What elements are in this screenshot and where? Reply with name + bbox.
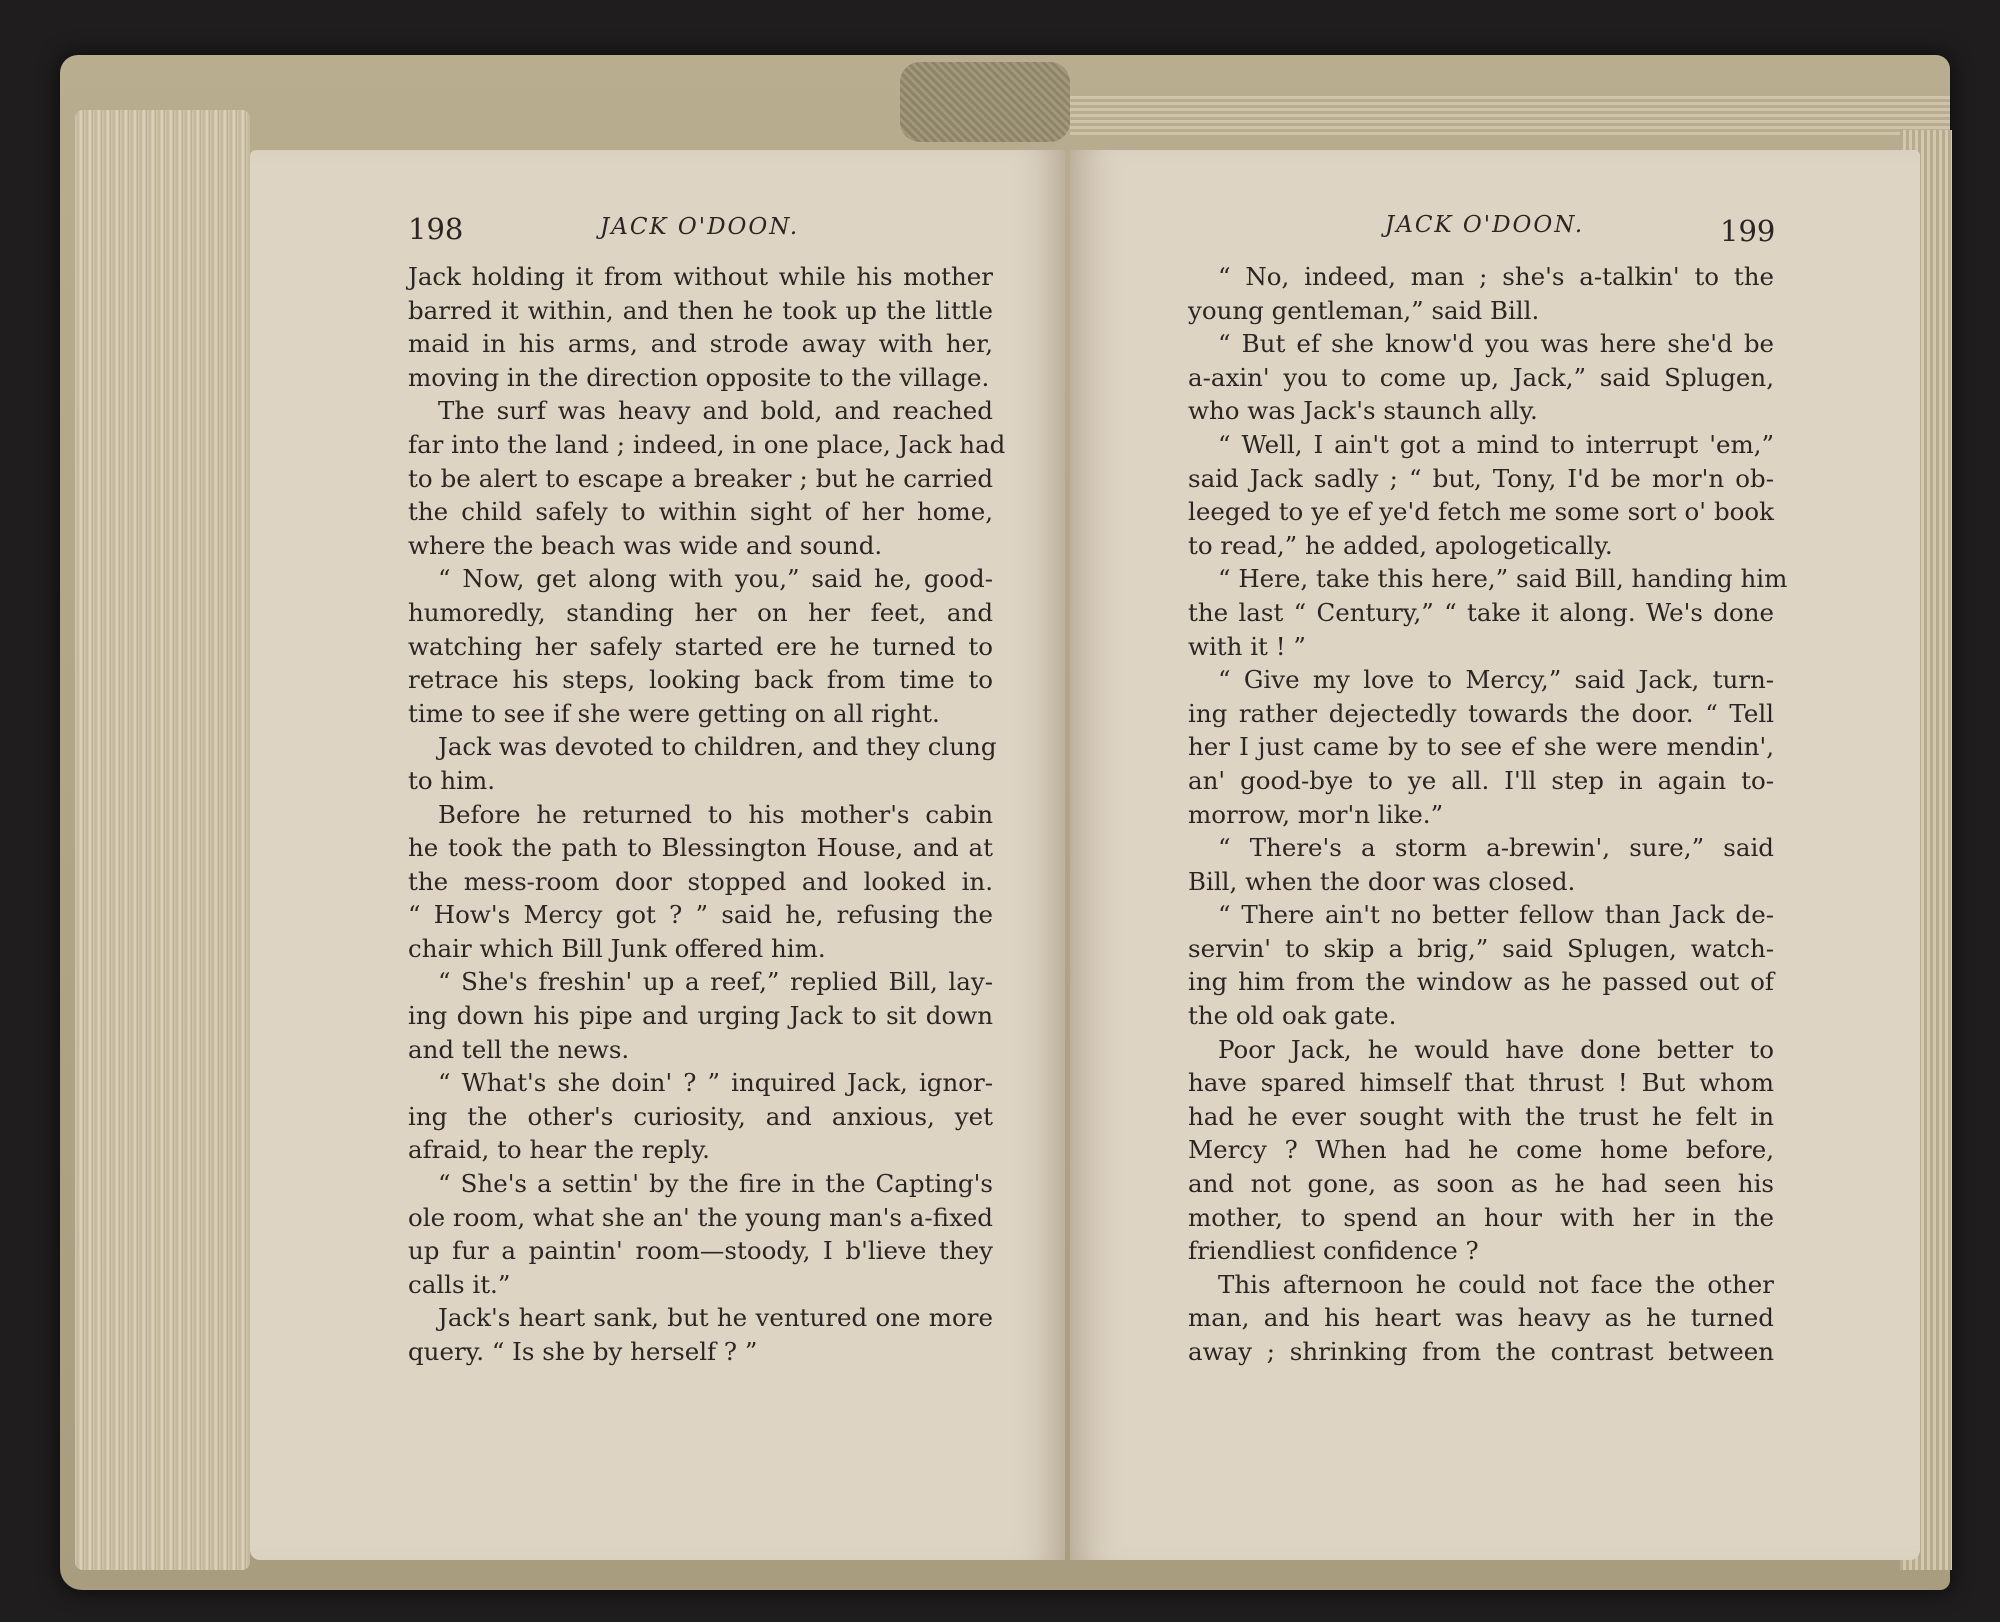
book-spine xyxy=(900,62,1070,142)
text-line: and tell the news. xyxy=(408,1034,630,1064)
text-line: away ; shrinking from the contrast between xyxy=(1188,1337,1774,1366)
text-line: humoredly, standing her on her feet, and xyxy=(408,597,993,627)
right-page xyxy=(1070,150,1920,1560)
text-line: up fur a paintin' room—stoody, I b'lieve they xyxy=(408,1236,993,1266)
text-line: ing the other's curiosity, and anxious, yet xyxy=(408,1101,993,1131)
left-page xyxy=(250,150,1065,1560)
text-line: mother, to spend an hour with her in the xyxy=(1188,1202,1774,1232)
text-line: This afternoon he could not face the other xyxy=(1218,1269,1774,1299)
right-running-title: JACK O'DOON. xyxy=(1385,212,1585,238)
text-line: ing him from the window as he passed out of xyxy=(1188,967,1774,997)
text-line: far into the land ; indeed, in one place, Jack had xyxy=(408,429,1006,459)
text-line: watching her safely started ere he turned to xyxy=(408,631,993,661)
text-line: and not gone, as soon as he had seen his xyxy=(1188,1169,1774,1199)
text-line: query. “ Is she by herself ? ” xyxy=(408,1337,758,1366)
text-line: with it ! ” xyxy=(1188,631,1306,661)
text-line: a-axin' you to come up, Jack,” said Splugen, xyxy=(1188,362,1774,392)
text-line: servin' to skip a brig,” said Splugen, watch- xyxy=(1188,933,1774,963)
text-line: time to see if she were getting on all right. xyxy=(408,698,940,728)
text-line: “ There's a storm a-brewin', sure,” said xyxy=(1218,833,1774,863)
text-line: had he ever sought with the trust he felt in xyxy=(1188,1101,1774,1131)
text-line: afraid, to hear the reply. xyxy=(408,1135,710,1165)
text-line: “ No, indeed, man ; she's a-talkin' to the xyxy=(1218,262,1774,291)
text-line: he took the path to Blessington House, and at xyxy=(408,833,993,863)
text-line: leeged to ye ef ye'd fetch me some sort o' book xyxy=(1188,497,1774,527)
text-line: Jack was devoted to children, and they clung xyxy=(438,732,997,762)
text-line: the old oak gate. xyxy=(1188,1001,1397,1031)
text-line: to be alert to escape a breaker ; but he carried xyxy=(408,463,993,493)
text-line: “ Well, I ain't got a mind to interrupt 'em,” xyxy=(1218,429,1774,459)
text-line: Before he returned to his mother's cabin xyxy=(438,799,993,829)
text-line: an' good-bye to ye all. I'll step in again to- xyxy=(1188,765,1774,795)
text-line: ole room, what she an' the young man's a-fixed xyxy=(408,1202,993,1232)
text-line: “ Now, get along with you,” said he, good- xyxy=(438,564,993,594)
right-page-header xyxy=(1070,212,1920,252)
text-line: moving in the direction opposite to the village. xyxy=(408,362,990,392)
text-line: “ She's freshin' up a reef,” replied Bill, lay- xyxy=(438,967,993,997)
page-edges-top-right xyxy=(1070,95,1950,135)
text-line: maid in his arms, and strode away with her, xyxy=(408,329,993,359)
text-line: the mess-room door stopped and looked in. xyxy=(408,866,993,896)
page-edges-left xyxy=(75,110,250,1570)
right-page-text xyxy=(1188,260,1788,1369)
text-line: Poor Jack, he would have done better to xyxy=(1218,1034,1774,1064)
text-line: Jack's heart sank, but he ventured one more xyxy=(438,1303,993,1333)
text-line: barred it within, and then he took up the little xyxy=(408,295,993,325)
text-line: “ What's she doin' ? ” inquired Jack, ignor- xyxy=(438,1068,993,1098)
text-line: retrace his steps, looking back from time to xyxy=(408,665,993,695)
text-line: to him. xyxy=(408,765,496,795)
text-line: calls it.” xyxy=(408,1269,511,1299)
text-line: Mercy ? When had he come home before, xyxy=(1188,1135,1774,1165)
left-running-title: JACK O'DOON. xyxy=(600,214,800,240)
text-line: friendliest confidence ? xyxy=(1188,1236,1479,1266)
text-line: the child safely to within sight of her home, xyxy=(408,497,993,527)
text-line: the last “ Century,” “ take it along. We's done xyxy=(1188,597,1774,627)
text-line: chair which Bill Junk offered him. xyxy=(408,933,826,963)
text-line: to read,” he added, apologetically. xyxy=(1188,530,1613,560)
text-line: who was Jack's staunch ally. xyxy=(1188,396,1538,426)
left-page-text xyxy=(408,260,1006,1369)
text-line: morrow, mor'n like.” xyxy=(1188,799,1444,829)
text-line: Jack holding it from without while his mother xyxy=(408,262,993,291)
text-line: where the beach was wide and sound. xyxy=(408,530,883,560)
text-line: “ But ef she know'd you was here she'd be xyxy=(1218,329,1774,359)
text-line: “ Give my love to Mercy,” said Jack, turn- xyxy=(1218,665,1774,695)
right-page-number: 199 xyxy=(1720,214,1776,248)
text-line: have spared himself that thrust ! But whom xyxy=(1188,1068,1774,1098)
text-line: man, and his heart was heavy as he turned xyxy=(1188,1303,1774,1333)
text-line: ing down his pipe and urging Jack to sit down xyxy=(408,1001,993,1031)
text-line: said Jack sadly ; “ but, Tony, I'd be mor'n ob- xyxy=(1188,463,1774,493)
text-line: “ She's a settin' by the fire in the Capting's xyxy=(438,1169,993,1199)
text-line: Bill, when the door was closed. xyxy=(1188,866,1576,896)
text-line: The surf was heavy and bold, and reached xyxy=(438,396,993,426)
text-line: young gentleman,” said Bill. xyxy=(1188,295,1540,325)
left-page-header xyxy=(250,212,1065,252)
text-line: “ There ain't no better fellow than Jack de- xyxy=(1218,900,1774,930)
text-line: “ How's Mercy got ? ” said he, refusing the xyxy=(408,900,993,930)
left-page-number: 198 xyxy=(408,212,464,246)
text-line: ing rather dejectedly towards the door. “ Tell xyxy=(1188,698,1774,728)
text-line: her I just came by to see ef she were mendin', xyxy=(1188,732,1774,762)
text-line: “ Here, take this here,” said Bill, handing him xyxy=(1218,564,1788,594)
